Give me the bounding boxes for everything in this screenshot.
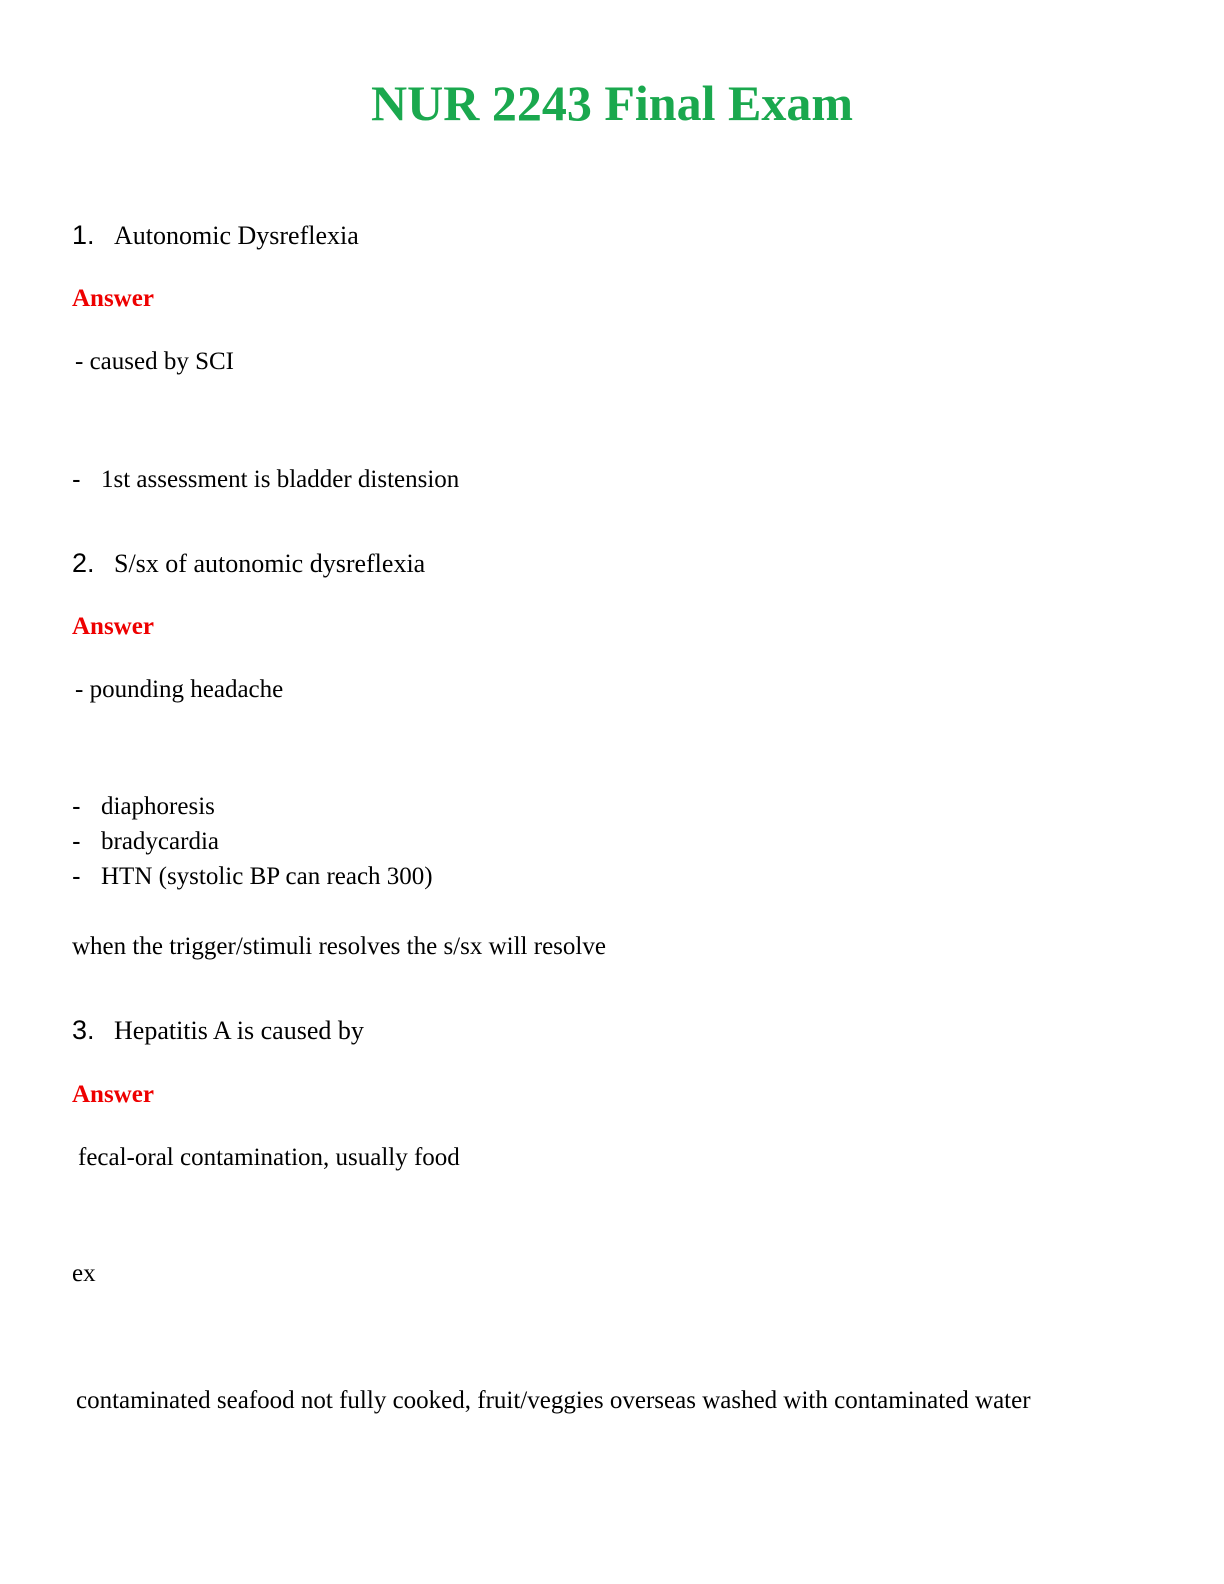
question-text: Hepatitis A is caused by [114,1016,364,1045]
question-number: 3. [72,1015,95,1045]
example-text: contaminated seafood not fully cooked, fruit/veggies overseas washed with contaminated water [76,1387,1031,1414]
answer-label: Answer [72,285,154,312]
answer-note: when the trigger/stimuli resolves the s/sx will resolve [72,933,606,960]
answer-line: fecal-oral contamination, usually food [78,1144,460,1171]
bullet-dash: - [72,826,81,856]
bullet-dash: - [72,791,81,821]
bullet-dash: - [72,464,81,494]
bullet-item: 1st assessment is bladder distension [101,466,460,493]
example-label: ex [72,1260,96,1287]
answer-label: Answer [72,1081,154,1108]
question-text: Autonomic Dysreflexia [114,221,359,250]
answer-line: - pounding headache [75,676,284,703]
bullet-item: HTN (systolic BP can reach 300) [101,863,433,890]
bullet-item: bradycardia [101,828,219,855]
answer-line: - caused by SCI [75,348,234,375]
answer-label: Answer [72,613,154,640]
bullet-dash: - [72,861,81,891]
question-number: 2. [72,548,95,578]
document-title: NUR 2243 Final Exam [371,75,853,131]
question-number: 1. [72,220,95,250]
bullet-item: diaphoresis [101,793,215,820]
question-text: S/sx of autonomic dysreflexia [114,549,426,578]
